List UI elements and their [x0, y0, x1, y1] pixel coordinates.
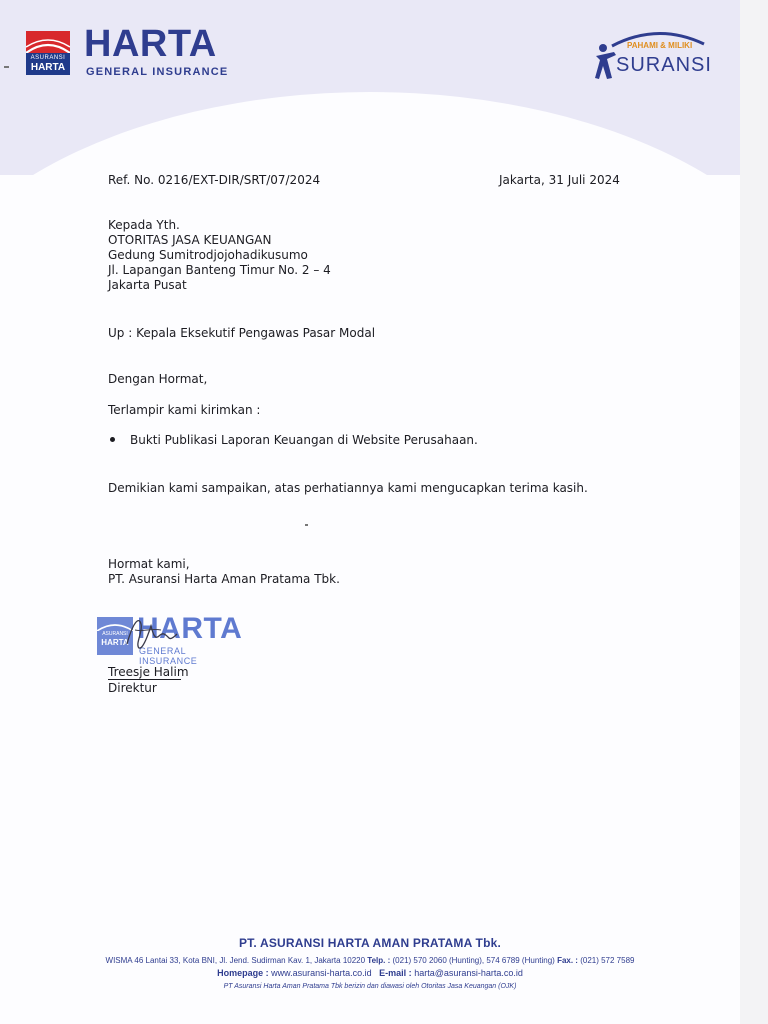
recipient-line: Jakarta Pusat	[108, 278, 187, 292]
signer-title: Direktur	[108, 681, 157, 695]
footer-web	[0, 968, 740, 978]
bullet-icon	[110, 437, 115, 442]
attachment-item: Bukti Publikasi Laporan Keuangan di Website Perusahaan.	[130, 433, 478, 447]
letter-date: Jakarta, 31 Juli 2024	[499, 173, 620, 187]
campaign-logo	[594, 28, 710, 84]
logo-small-bottom: HARTA	[30, 62, 66, 73]
recipient-line: OTORITAS JASA KEUANGAN	[108, 233, 272, 247]
company-name: PT. Asuransi Harta Aman Pratama Tbk.	[108, 572, 340, 586]
footer-email: harta@asuransi-harta.co.id	[414, 968, 523, 978]
footer-homepage: www.asuransi-harta.co.id	[271, 968, 372, 978]
signer-name: Treesje Halim	[108, 665, 189, 679]
intro-line: Terlampir kami kirimkan :	[108, 403, 261, 417]
recipient-line: Jl. Lapangan Banteng Timur No. 2 – 4	[108, 263, 331, 277]
footer-email-label: E-mail :	[379, 968, 412, 978]
logo-subtitle: GENERAL INSURANCE	[86, 66, 229, 78]
footer-contact	[0, 956, 740, 965]
footer-fax: (021) 572 7589	[580, 956, 635, 965]
footer-telp-label: Telp. :	[367, 956, 391, 965]
footer-fax-label: Fax. :	[557, 956, 578, 965]
paper-speck	[305, 524, 308, 526]
stamp-subtitle: GENERAL INSURANCE	[139, 646, 198, 666]
footer-company: PT. ASURANSI HARTA AMAN PRATAMA Tbk.	[238, 936, 502, 950]
stamp-wordmark: HARTA	[137, 612, 243, 645]
recipient-line: Kepada Yth.	[108, 218, 180, 232]
signature-icon	[121, 614, 181, 654]
campaign-tag: PAHAMI & MILIKI	[627, 41, 693, 50]
logo-wordmark: HARTA	[84, 23, 217, 65]
footer-telp: (021) 570 2060 (Hunting), 574 6789 (Hunting)	[392, 956, 555, 965]
campaign-word: SURANSI	[616, 54, 712, 76]
regards: Hormat kami,	[108, 557, 190, 571]
paper-speck	[4, 66, 9, 68]
closing-line: Demikian kami sampaikan, atas perhatiannya kami mengucapkan terima kasih.	[108, 481, 588, 495]
footer-regulatory-note: PT Asuransi Harta Aman Pratama Tbk berizin dan diawasi oleh Otoritas Jasa Keuangan (OJK)	[223, 983, 517, 990]
company-stamp	[97, 612, 247, 666]
stamp-small-top: ASURANSI	[102, 631, 128, 637]
scan-edge	[740, 0, 768, 1024]
stamp-small-bottom: HARTA	[101, 638, 129, 647]
recipient-line: Gedung Sumitrodjojohadikusumo	[108, 248, 308, 262]
attention-line: Up : Kepala Eksekutif Pengawas Pasar Modal	[108, 326, 376, 340]
footer-address: WISMA 46 Lantai 33, Kota BNI, Jl. Jend. Sudirman Kav. 1, Jakarta 10220	[105, 956, 366, 965]
footer-homepage-label: Homepage :	[217, 968, 269, 978]
signer-underline	[108, 679, 181, 680]
logo-small-top: ASURANSI	[30, 55, 66, 61]
reference-number: Ref. No. 0216/EXT-DIR/SRT/07/2024	[108, 173, 321, 187]
harta-logo-icon	[26, 31, 70, 75]
salutation: Dengan Hormat,	[108, 372, 208, 386]
